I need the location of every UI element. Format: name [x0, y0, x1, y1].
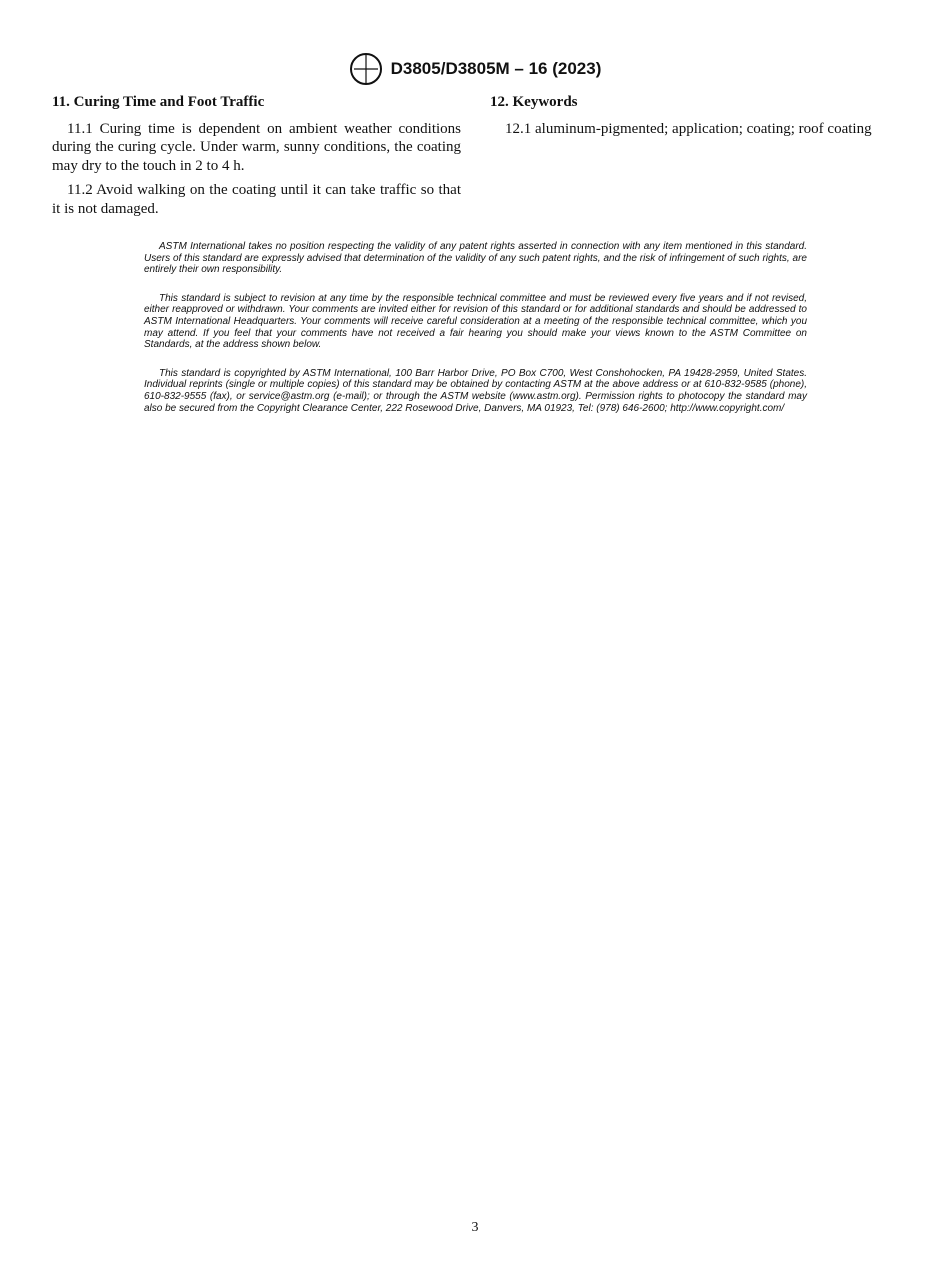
- paragraph-12-1: 12.1 aluminum-pigmented; application; coating; roof coating: [505, 120, 872, 137]
- revision-notice: This standard is subject to revision at any time by the responsible technical committee and must be reviewed every five years and if not revised, either reapproved or withdrawn. Your comments are invited either for revision of this standard or for additional standards and should be addressed to ASTM International Headquarters. Your comments will receive careful consideration at a meeting of the responsible technical committee, which you may attend. If you feel that your comments have not received a fair hearing you should make your views known to the ASTM Committee on Standards, at the address shown below.: [144, 292, 807, 351]
- section-11-heading: 11. Curing Time and Foot Traffic: [52, 94, 265, 110]
- column-right: [490, 93, 899, 144]
- patent-notice: ASTM International takes no position respecting the validity of any patent rights asserted in connection with any item mentioned in this standard. Users of this standard are expressly advised that determination of the validity of any such patent rights, and the risk of infringement of such rights, are entirely their own responsibility.: [144, 241, 807, 276]
- section-12-heading: 12. Keywords: [490, 94, 578, 110]
- legal-notices: [144, 241, 807, 431]
- copyright-notice: This standard is copyrighted by ASTM International, 100 Barr Harbor Drive, PO Box C700, West Conshohocken, PA 19428-2959, United States. Individual reprints (single or multiple copies) of this standard may be obtained by contacting ASTM at the above address or at 610-832-9585 (phone), 610-832-9555 (fax), or service@astm.org (e-mail); or through the ASTM website (www.astm.org). Permission rights to photocopy the standard may also be secured from the Copyright Clearance Center, 222 Rosewood Drive, Danvers, MA 01923, Tel: (978) 646-2600; http://www.copyright.com/: [144, 367, 807, 414]
- document-designation: D3805/D3805M – 16 (2023): [390, 59, 602, 78]
- paragraph-11-2: 11.2 Avoid walking on the coating until it can take traffic so that it is not damaged.: [52, 182, 461, 217]
- page-header: [0, 52, 950, 91]
- paragraph-11-1: 11.1 Curing time is dependent on ambient weather conditions during the curing cycle. Under warm, sunny conditions, the coating may dry to the touch in 2 to 4 h.: [52, 120, 461, 174]
- page-number: 3: [471, 1220, 479, 1235]
- column-left: [52, 93, 461, 224]
- astm-logo-icon: [349, 52, 383, 86]
